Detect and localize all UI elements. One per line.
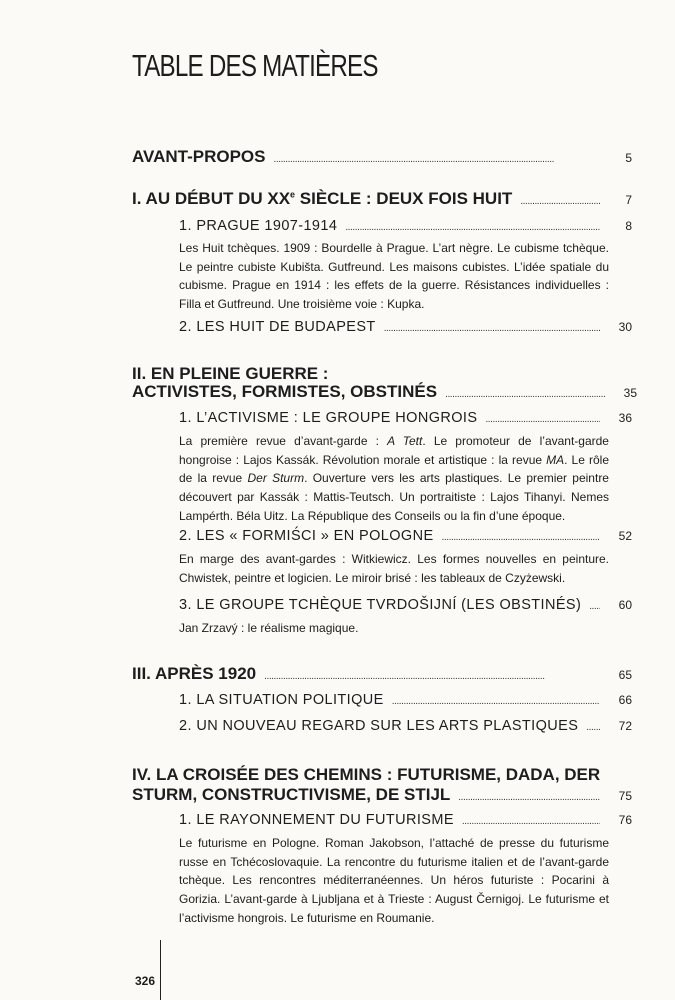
- entry-page: 66: [618, 693, 632, 707]
- dot-leader: [586, 722, 600, 733]
- toc-entry-part-2-ch-1[interactable]: [179, 410, 632, 426]
- entry-page: 76: [618, 813, 632, 827]
- toc-entry-part-4[interactable]: [132, 785, 632, 805]
- entry-title: III. APRÈS 1920: [132, 664, 257, 683]
- entry-page: 52: [618, 529, 632, 543]
- dot-leader: [345, 222, 600, 233]
- toc-entry-part-2-ch-2[interactable]: [179, 528, 632, 544]
- chapter-summary: En marge des avant-gardes : Witkiewicz. Les formes nouvelles en peinture. Chwistek, peintre et logicien. Le miroir brisé : les tableaux de Czyżewski.: [179, 552, 609, 585]
- entry-title: 2. UN NOUVEAU REGARD SUR LES ARTS PLASTIQUES: [179, 718, 579, 734]
- entry-title: 2. LES « FORMIŚCI » EN POLOGNE: [179, 528, 434, 544]
- dot-leader: [589, 601, 600, 612]
- chapter-summary: Jan Zrzavý : le réalisme magique.: [179, 621, 359, 635]
- dot-leader: [384, 323, 600, 334]
- toc-entry-part-3[interactable]: [132, 664, 632, 684]
- entry-title: STURM, CONSTRUCTIVISME, DE STIJL: [132, 785, 451, 804]
- folio-rule: [160, 940, 161, 1000]
- entry-page: 75: [618, 789, 632, 803]
- entry-page: 7: [625, 193, 632, 207]
- toc-entry-part-3-ch-2[interactable]: [179, 718, 632, 734]
- part-2-title-line-1: II. EN PLEINE GUERRE :: [132, 364, 329, 383]
- dot-leader: [442, 532, 600, 543]
- entry-page: 65: [618, 668, 632, 682]
- entry-title: 1. LA SITUATION POLITIQUE: [179, 692, 384, 708]
- page-number: 326: [135, 974, 156, 988]
- entry-page: 72: [618, 719, 632, 733]
- toc-entry-part-1[interactable]: [132, 189, 632, 209]
- toc-entry-part-4-ch-1[interactable]: [179, 812, 632, 828]
- chapter-summary: Le futurisme en Pologne. Roman Jakobson, l’attaché de presse du futurisme russe en Tchécoslovaquie. La rencontre du futurisme italien et de l’avant-garde tchèque. Les rencontres méditerranéennes. Un héros futuriste : Pocarini à Gorizia. L’avant-garde à Ljubljana et à Trieste : August Černigoj. Le futurisme et l’activisme hongrois. Le futurisme en Roumanie.: [179, 836, 609, 925]
- entry-page: 5: [625, 151, 632, 165]
- toc-entry-part-1-ch-1[interactable]: [179, 218, 632, 234]
- dot-leader: [392, 696, 600, 707]
- toc-entry-avant-propos[interactable]: [132, 147, 632, 167]
- dot-leader: [485, 414, 600, 425]
- chapter-summary: Les Huit tchèques. 1909 : Bourdelle à Prague. L’art nègre. Le cubisme tchèque. Le peintre cubiste Kubišta. Gutfreund. Les maisons cubistes. L’idée spatiale du cubisme. Prague en 1914 : les effets de la guerre. Résistances individuelles : Filla et Gutfreund. Une troisième voie : Kupka.: [179, 241, 609, 312]
- entry-title: 1. PRAGUE 1907-1914: [179, 218, 338, 234]
- entry-page: 60: [618, 598, 632, 612]
- dot-leader: [264, 671, 600, 682]
- dot-leader: [445, 389, 605, 400]
- entry-page: 8: [625, 219, 632, 233]
- toc-entry-part-1-ch-2[interactable]: [179, 319, 632, 335]
- toc-entry-part-2-ch-3[interactable]: [179, 597, 632, 613]
- chapter-summary: La première revue d’avant-garde : A Tett. Le promoteur de l’avant-garde hongroise : Lajos Kassák. Révolution morale et artistique : la revue MA. Le rôle de la revue Der Sturm. Ouverture vers les arts plastiques. Le premier peintre découvert par Kassák : Mattis-Teutsch. Un portraitiste : Lajos Tihanyi. Nemes Lampérth. Béla Uitz. La République des Conseils ou la fin d’une époque.: [179, 434, 610, 523]
- entry-page: 35: [623, 386, 637, 400]
- dot-leader: [462, 816, 600, 827]
- entry-title: ACTIVISTES, FORMISTES, OBSTINÉS: [132, 382, 438, 401]
- entry-page: 36: [618, 411, 632, 425]
- entry-title: 2. LES HUIT DE BUDAPEST: [179, 319, 376, 335]
- entry-title: 1. L’ACTIVISME : LE GROUPE HONGROIS: [179, 410, 478, 426]
- entry-title: I. AU DÉBUT DU XXe SIÈCLE : DEUX FOIS HUIT: [132, 189, 513, 208]
- dot-leader: [458, 792, 600, 803]
- toc-entry-part-3-ch-1[interactable]: [179, 692, 632, 708]
- entry-title: 1. LE RAYONNEMENT DU FUTURISME: [179, 812, 454, 828]
- entry-title: 3. LE GROUPE TCHÈQUE TVRDOŠIJNÍ (LES OBSTINÉS): [179, 597, 582, 613]
- entry-page: 30: [618, 320, 632, 334]
- entry-title: AVANT-PROPOS: [132, 147, 266, 166]
- dot-leader: [520, 196, 600, 207]
- part-4-title-line-1: IV. LA CROISÉE DES CHEMINS : FUTURISME, DADA, DER: [132, 765, 601, 784]
- toc-entry-part-2[interactable]: [132, 382, 637, 402]
- dot-leader: [274, 154, 601, 165]
- page-title: TABLE DES MATIÈRES: [132, 48, 378, 83]
